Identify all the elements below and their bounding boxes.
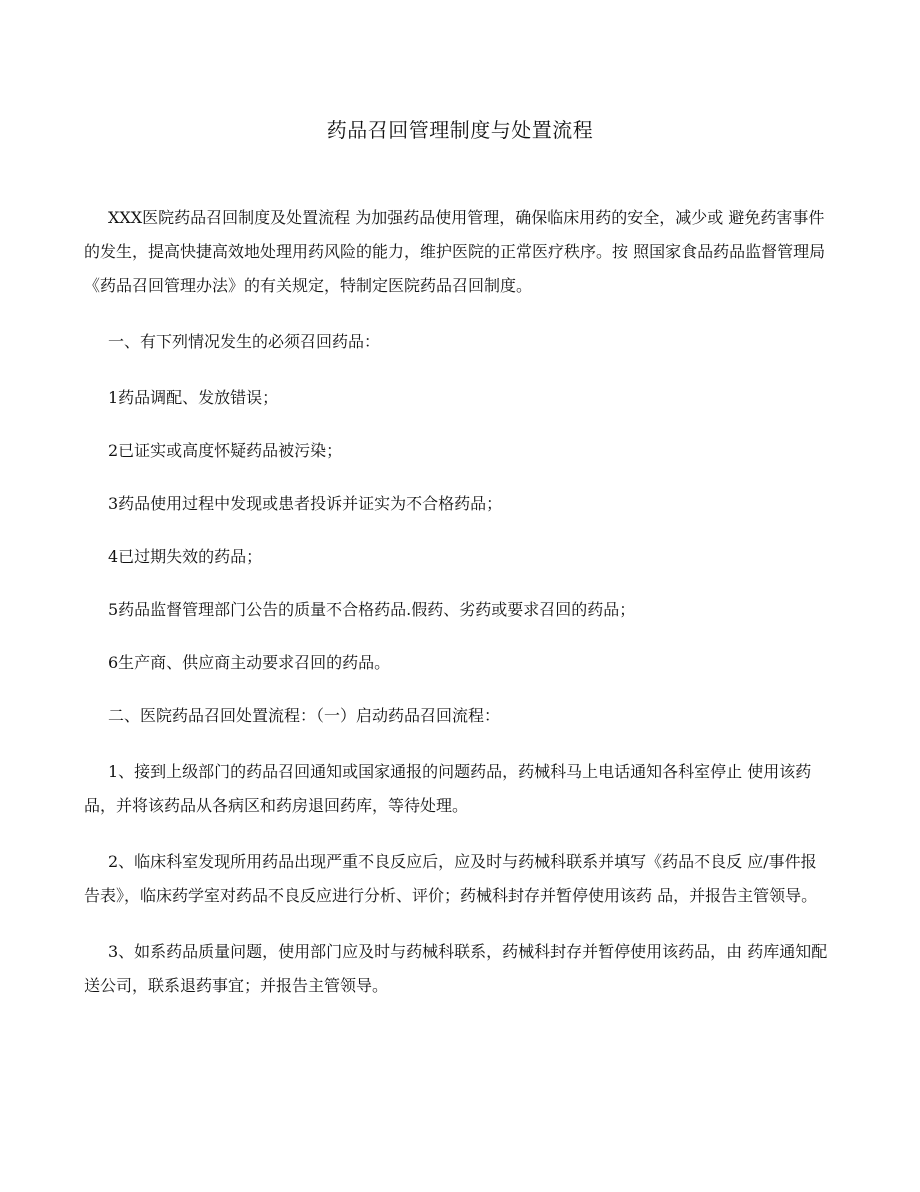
process-step-2: 2、临床科室发现所用药品出现严重不良反应后，应及时与药械科联系并填写《药品不良反 应/事件报告表》，临床药学室对药品不良反应进行分析、评价；药械科封存并暂停使用该药 品，并报告主管领导。 [84,852,818,905]
intro-paragraph: XXX医院药品召回制度及处置流程 为加强药品使用管理，确保临床用药的安全，减少或 避免药害事件的发生，提高快捷高效地处理用药风险的能力，维护医院的正常医疗秩序。按 照国家食品药品监督管理局《药品召回管理办法》的有关规定，特制定医院药品召回制度。 [84,208,826,295]
recall-condition-5: 5药品监督管理部门公告的质量不合格药品.假药、劣药或要求召回的药品； [108,600,636,619]
recall-condition-2: 2已证实或高度怀疑药品被污染； [108,441,343,460]
process-step-3: 3、如系药品质量问题，使用部门应及时与药械科联系，药械科封存并暂停使用该药品，由 药库通知配送公司，联系退药事宜；并报告主管领导。 [84,942,828,995]
document-title: 药品召回管理制度与处置流程 [326,118,594,142]
section-heading-recall-process: 二、医院药品召回处置流程：（一）启动药品召回流程： [108,706,501,725]
recall-condition-3: 3药品使用过程中发现或患者投诉并证实为不合格药品； [108,494,503,513]
recall-condition-6: 6生产商、供应商主动要求召回的药品。 [108,653,391,672]
section-heading-recall-conditions: 一、有下列情况发生的必须召回药品： [108,332,381,351]
recall-condition-4: 4已过期失效的药品； [108,547,263,566]
process-step-1: 1、接到上级部门的药品召回通知或国家通报的问题药品，药械科马上电话通知各科室停止 使用该药品，并将该药品从各病区和药房退回药库，等待处理。 [84,762,812,815]
document-body [84,201,832,1025]
recall-condition-1: 1药品调配、发放错误； [108,388,279,407]
